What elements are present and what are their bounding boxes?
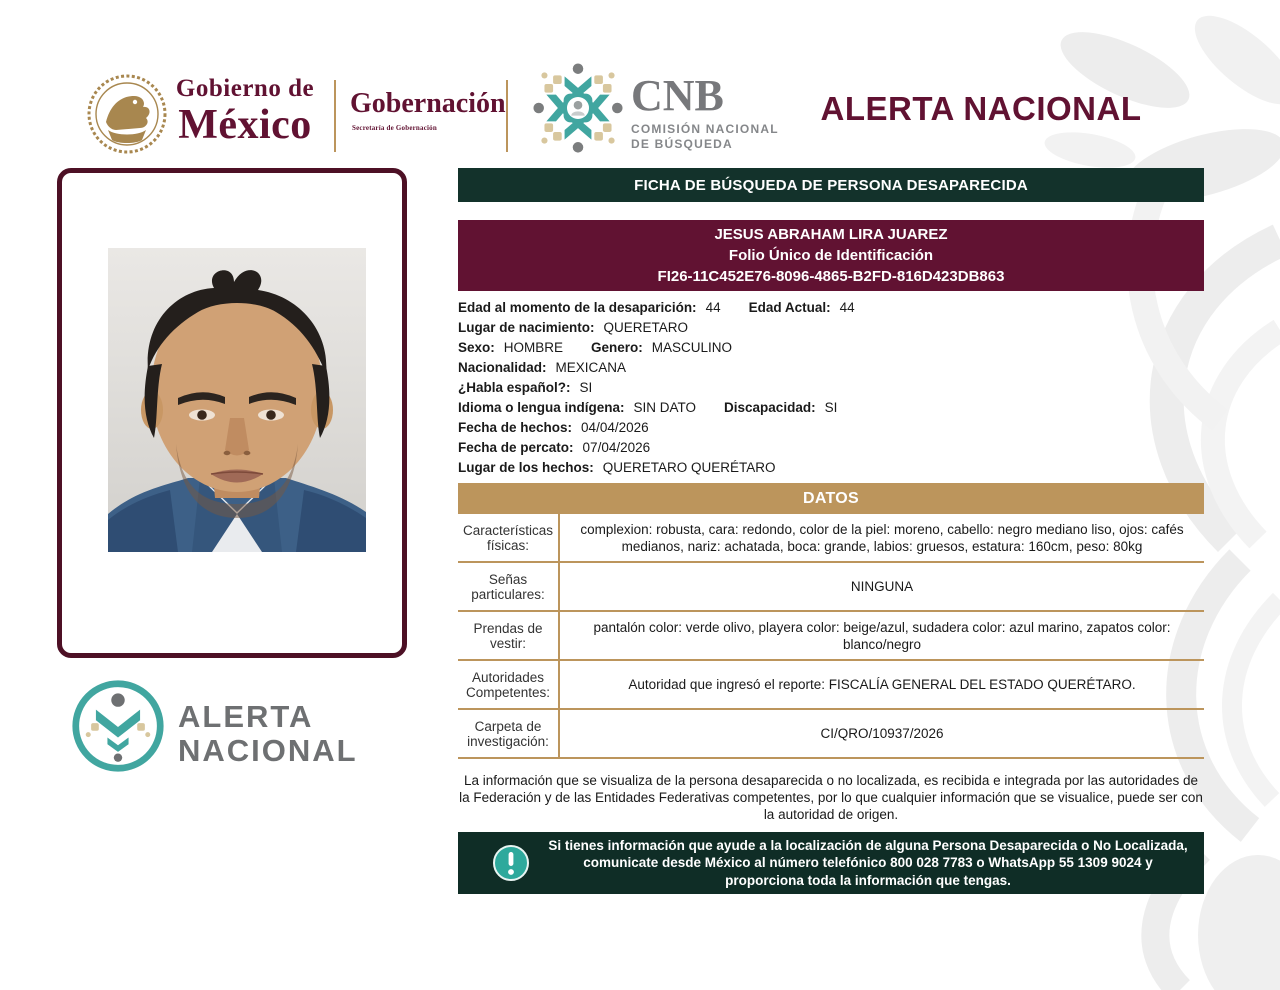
- table-row: [458, 563, 1204, 612]
- gobierno-line1: Gobierno de: [175, 75, 315, 102]
- row-value: complexion: robusta, cara: redondo, color de la piel: moreno, cabello: negro mediano liso, ojos: cafés medianos, nariz: achatada, boca: grande, labios: gruesos, estatura: 160cm, peso: 80kg: [580, 521, 1184, 554]
- datos-table: [458, 514, 1204, 759]
- page-title: ALERTA NACIONAL: [820, 90, 1142, 127]
- detail-line: Fecha de percato: 07/04/2026: [458, 440, 651, 455]
- alerta-line1: ALERTA: [178, 699, 314, 734]
- table-row: [458, 514, 1204, 563]
- detail-line: ¿Habla español?: SI: [458, 380, 593, 395]
- mexico-seal-icon: [86, 70, 168, 158]
- row-value: NINGUNA: [850, 579, 914, 594]
- alerta-nacional-wordmark: [178, 700, 358, 768]
- person-details: [458, 298, 1204, 478]
- photo-frame: [57, 168, 407, 658]
- cnb-subtitle-line1: COMISIÓN NACIONAL: [631, 122, 779, 136]
- cnb-logo-icon: [532, 60, 624, 156]
- contact-info-banner: [458, 832, 1204, 894]
- folio-label: Folio Único de Identificación: [728, 247, 934, 264]
- disclaimer-text: La información que se visualiza de la persona desaparecida o no localizada, es recibida e integrada por las autoridades de la Federación y de las Entidades Federativas competentes, por lo que cualquier información que se visualice, puede ser con la autoridad de origen.: [459, 773, 1203, 822]
- header-divider: [334, 80, 336, 152]
- row-label: Señas particulares:: [458, 563, 560, 610]
- person-banner: [458, 220, 1204, 291]
- cnb-wordmark: [631, 71, 779, 152]
- contact-info-text: Si tienes información que ayude a la localización de alguna Persona Desaparecida o No Localizada, comunicate desde México al número telefónico 800 028 7783 o WhatsApp 55 1309 9024 y proporciona toda la información que tengas.: [548, 837, 1188, 888]
- person-name: JESUS ABRAHAM LIRA JUAREZ: [714, 226, 948, 243]
- table-row: [458, 710, 1204, 759]
- row-label: Características físicas:: [458, 514, 560, 561]
- row-value: pantalón color: verde olivo, playera color: beige/azul, sudadera color: azul marino, zapatos color: blanco/negro: [593, 619, 1171, 652]
- detail-line: Idioma o lengua indígena: SIN DATO Discapacidad: SI: [458, 400, 838, 415]
- detail-line: Fecha de hechos: 04/04/2026: [458, 420, 649, 435]
- alerta-nacional-logo-icon: [70, 678, 166, 774]
- row-label: Prendas de vestir:: [458, 612, 560, 659]
- row-value: CI/QRO/10937/2026: [820, 726, 944, 741]
- alerta-line2: NACIONAL: [178, 733, 358, 768]
- detail-line: Lugar de nacimiento: QUERETARO: [458, 320, 689, 335]
- gobernacion-title: Gobernación: [350, 88, 506, 119]
- datos-banner: DATOS: [458, 483, 1204, 514]
- row-label: Carpeta de investigación:: [458, 710, 560, 757]
- detail-line: Lugar de los hechos: QUERETARO QUERÉTARO: [458, 460, 776, 475]
- gobierno-line2: México: [178, 102, 312, 148]
- row-value: Autoridad que ingresó el reporte: FISCALÍA GENERAL DEL ESTADO QUERÉTARO.: [628, 677, 1136, 692]
- missing-person-photo: [108, 248, 366, 552]
- detail-line: Edad al momento de la desaparición: 44 Edad Actual: 44: [458, 300, 855, 315]
- cnb-subtitle-line2: DE BÚSQUEDA: [631, 137, 733, 151]
- detail-line: Sexo: HOMBRE Genero: MASCULINO: [458, 340, 733, 355]
- gobernacion-wordmark: [350, 88, 506, 132]
- folio-number: FI26-11C452E76-8096-4865-B2FD-816D423DB863: [657, 268, 1005, 285]
- gobierno-de-mexico-wordmark: [170, 76, 320, 146]
- gobernacion-subtitle: Secretaría de Gobernación: [352, 124, 437, 132]
- exclamation-icon: [492, 844, 530, 882]
- header-divider: [506, 80, 508, 152]
- ficha-banner: FICHA DE BÚSQUEDA DE PERSONA DESAPARECIDA: [458, 168, 1204, 202]
- table-row: [458, 612, 1204, 661]
- detail-line: Nacionalidad: MEXICANA: [458, 360, 627, 375]
- cnb-acronym: CNB: [631, 71, 724, 120]
- row-label: Autoridades Competentes:: [458, 661, 560, 708]
- table-row: [458, 661, 1204, 710]
